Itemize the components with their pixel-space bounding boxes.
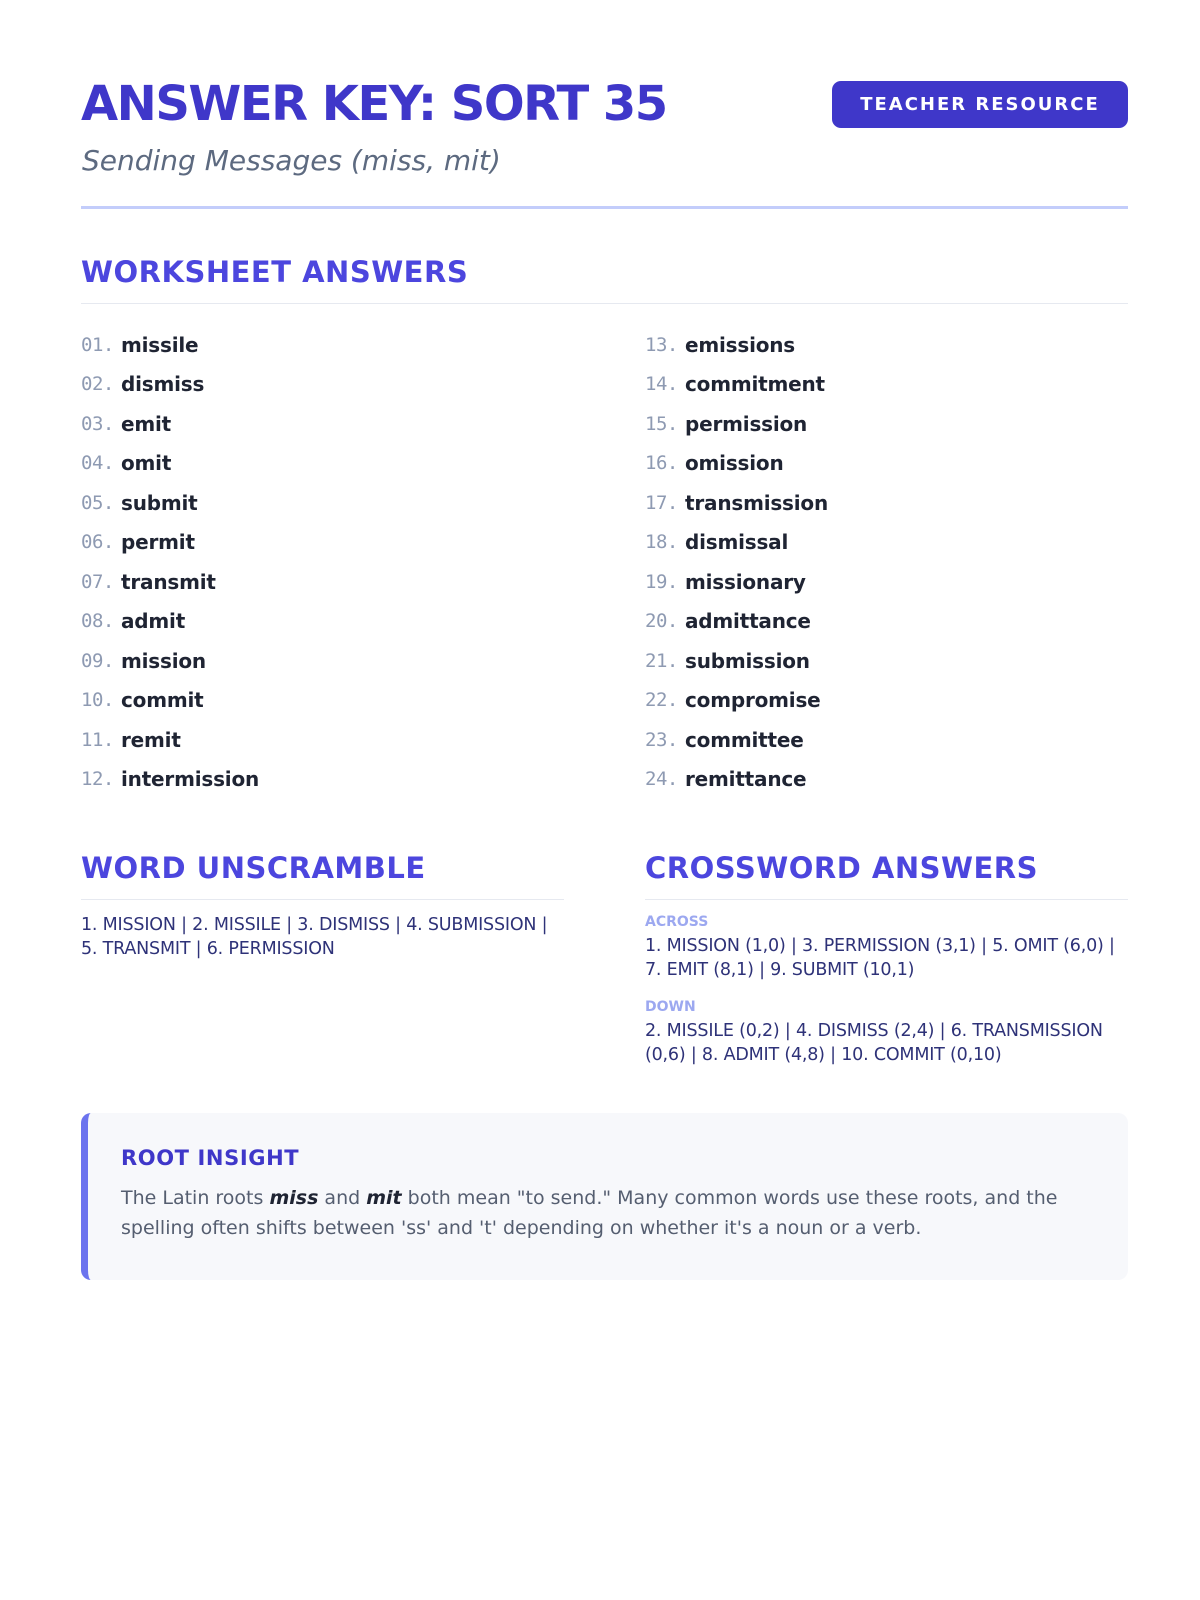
answer-word: transmit <box>121 569 216 594</box>
answer-word: admit <box>121 609 186 634</box>
answer-number: 05. <box>81 491 114 514</box>
answer-word: dismissal <box>685 530 789 555</box>
section-divider <box>645 899 1128 900</box>
answer-word: transmission <box>685 490 829 515</box>
answer-number: 24. <box>645 768 678 791</box>
crossword-answers-section <box>645 850 1128 1067</box>
answer-item <box>645 681 1125 721</box>
across-answers: 1. MISSION (1,0) | 3. PERMISSION (3,1) | 5. OMIT (6,0) | 7. EMIT (8,1) | 9. SUBMIT (10,1) <box>645 936 1115 980</box>
answer-item <box>81 720 561 760</box>
answer-item <box>81 641 561 681</box>
answer-word: omission <box>685 451 784 476</box>
root-insight-callout <box>81 1113 1128 1280</box>
answer-word: submission <box>685 648 810 673</box>
answer-word: omit <box>121 451 172 476</box>
answer-item <box>645 641 1125 681</box>
page-subtitle: Sending Messages (miss, mit) <box>82 144 501 177</box>
answer-word: mission <box>121 648 206 673</box>
answer-word: remittance <box>685 767 807 792</box>
answer-number: 12. <box>81 768 114 791</box>
answer-item <box>81 602 561 642</box>
down-answers: 2. MISSILE (0,2) | 4. DISMISS (2,4) | 6. TRANSMISSION (0,6) | 8. ADMIT (4,8) | 10. COMMIT (0,10) <box>645 1021 1103 1065</box>
teacher-resource-badge: TEACHER RESOURCE <box>832 81 1128 128</box>
answer-number: 08. <box>81 610 114 633</box>
across-label: ACROSS <box>645 914 709 930</box>
answer-word: committee <box>685 727 804 752</box>
answer-number: 22. <box>645 689 678 712</box>
answer-item <box>81 681 561 721</box>
insight-text-part: and <box>318 1187 367 1209</box>
answer-item <box>81 444 561 484</box>
down-group <box>645 998 1128 1067</box>
answer-item <box>645 483 1125 523</box>
answer-word: missile <box>121 332 199 357</box>
answer-word: commit <box>121 688 204 713</box>
answer-item <box>645 562 1125 602</box>
answer-item <box>645 325 1125 365</box>
answer-item <box>81 760 561 800</box>
answer-item <box>645 720 1125 760</box>
page-title: ANSWER KEY: SORT 35 <box>81 76 667 132</box>
answer-number: 02. <box>81 373 114 396</box>
answer-word: missionary <box>685 569 806 594</box>
answer-item <box>645 404 1125 444</box>
answer-number: 03. <box>81 412 114 435</box>
answer-word: compromise <box>685 688 821 713</box>
answer-item <box>645 760 1125 800</box>
crossword-answers-heading: CROSSWORD ANSWERS <box>645 851 1038 885</box>
answer-number: 18. <box>645 531 678 554</box>
answer-list-right <box>645 325 1125 799</box>
root-insight-heading: ROOT INSIGHT <box>121 1146 300 1170</box>
word-unscramble-section <box>81 850 564 961</box>
page-header <box>81 0 1128 209</box>
answer-word: submit <box>121 490 198 515</box>
answer-word: intermission <box>121 767 260 792</box>
answer-number: 01. <box>81 333 114 356</box>
answer-number: 13. <box>645 333 678 356</box>
answer-item <box>81 365 561 405</box>
answer-item <box>645 602 1125 642</box>
answer-word: emit <box>121 411 172 436</box>
answer-number: 15. <box>645 412 678 435</box>
worksheet-answers-heading: WORKSHEET ANSWERS <box>81 255 469 289</box>
across-group <box>645 913 1128 982</box>
answer-word: admittance <box>685 609 811 634</box>
answer-item <box>81 483 561 523</box>
answer-number: 21. <box>645 649 678 672</box>
unscramble-answers: 1. MISSION | 2. MISSILE | 3. DISMISS | 4. SUBMISSION | 5. TRANSMIT | 6. PERMISSION <box>81 915 548 959</box>
answer-number: 04. <box>81 452 114 475</box>
answer-item <box>645 365 1125 405</box>
answer-number: 06. <box>81 531 114 554</box>
answer-list-left <box>81 325 561 799</box>
answer-word: emissions <box>685 332 796 357</box>
section-divider <box>81 303 1128 304</box>
answer-number: 14. <box>645 373 678 396</box>
answer-number: 17. <box>645 491 678 514</box>
answer-word: dismiss <box>121 372 205 397</box>
answer-number: 10. <box>81 689 114 712</box>
answer-word: permission <box>685 411 808 436</box>
answer-word: remit <box>121 727 181 752</box>
section-divider <box>81 899 564 900</box>
down-label: DOWN <box>645 999 696 1015</box>
root-term-mit: mit <box>366 1187 402 1209</box>
answer-item <box>81 404 561 444</box>
answer-word: commitment <box>685 372 825 397</box>
insight-text-part: both mean "to send." Many common words use these roots, and the spelling often shifts between 'ss' and 't' depending on whether it's a noun or a verb. <box>121 1187 1058 1239</box>
root-insight-text <box>121 1183 1095 1243</box>
answer-item <box>81 523 561 563</box>
answer-item <box>645 523 1125 563</box>
answer-item <box>81 325 561 365</box>
answer-key-page <box>81 0 1128 1239</box>
word-unscramble-heading: WORD UNSCRAMBLE <box>81 851 426 885</box>
answer-number: 19. <box>645 570 678 593</box>
answer-number: 16. <box>645 452 678 475</box>
answer-number: 20. <box>645 610 678 633</box>
answer-number: 23. <box>645 728 678 751</box>
root-term-miss: miss <box>269 1187 319 1209</box>
answer-number: 07. <box>81 570 114 593</box>
answer-number: 11. <box>81 728 114 751</box>
answer-word: permit <box>121 530 195 555</box>
insight-text-part: The Latin roots <box>121 1187 270 1209</box>
answer-number: 09. <box>81 649 114 672</box>
answer-item <box>81 562 561 602</box>
answer-item <box>645 444 1125 484</box>
